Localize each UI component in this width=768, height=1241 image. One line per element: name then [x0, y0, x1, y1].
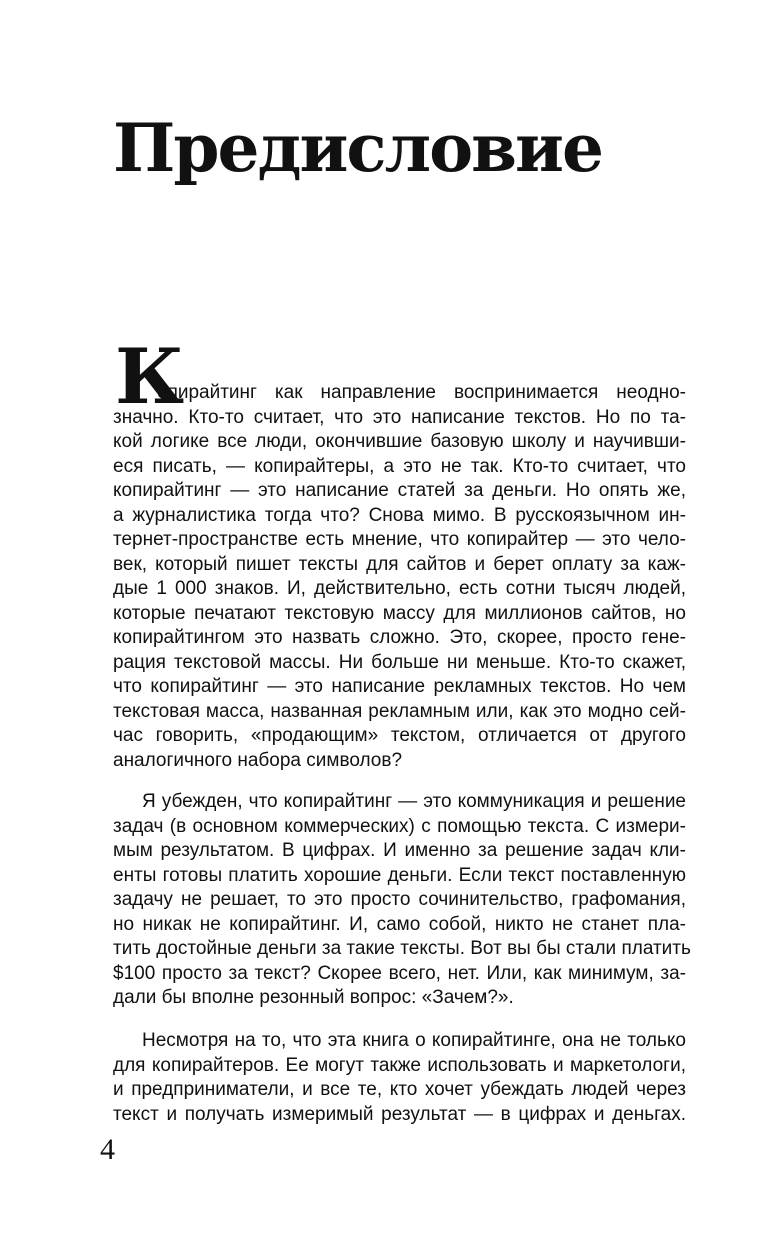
- drop-cap: К: [115, 332, 185, 421]
- text-line: текстовая масса, названная рекламным или, как это модно сей-: [113, 700, 686, 722]
- text-line: дали бы вполне резонный вопрос: «Зачем?».: [113, 987, 514, 1008]
- text-line: а журналистика тогда что? Снова мимо. В русскоязычном ин-: [113, 504, 686, 526]
- text-line: Я убежден, что копирайтинг — это коммуникация и решение: [142, 791, 686, 812]
- text-line: мым результатом. В цифрах. И именно за решение задач кли-: [113, 840, 686, 861]
- paragraph-1: [113, 332, 686, 773]
- chapter-title: Предисловие: [113, 109, 602, 187]
- text-line: еся писать, — копирайтеры, а это не так. Кто-то считает, что: [113, 455, 686, 477]
- text-line: рация текстовой массы. Ни больше ни меньше. Кто-то скажет,: [113, 651, 686, 673]
- text-line: задачу не решает, то это просто сочинительство, графомания,: [113, 889, 686, 910]
- text-line: час говорить, «продающим» текстом, отличается от другого: [113, 725, 686, 746]
- text-line: текст и получать измеримый результат — в цифрах и деньгах.: [113, 1103, 686, 1125]
- page-number: 4: [100, 1133, 115, 1166]
- text-line: что копирайтинг — это написание рекламных текстов. Но чем: [113, 676, 686, 697]
- text-line: которые печатают текстовую массу для миллионов сайтов, но: [113, 602, 686, 624]
- text-line: для копирайтеров. Ее могут также использовать и маркетологи,: [113, 1054, 686, 1076]
- paragraph-3: [113, 1029, 686, 1127]
- text-line: тернет-пространстве есть мнение, что копирайтер — это чело-: [113, 529, 686, 550]
- text-line: тить достойные деньги за такие тексты. Вот вы бы стали платить: [113, 938, 691, 959]
- text-line: Несмотря на то, что эта книга о копирайтинге, она не только: [142, 1030, 686, 1051]
- text-line: енты готовы платить хорошие деньги. Если текст поставленную: [113, 864, 686, 886]
- text-line: кой логике все люди, окончившие базовую школу и научивши-: [113, 431, 686, 452]
- text-line: век, который пишет тексты для сайтов и берет оплату за каж-: [113, 553, 686, 575]
- text-line: $100 просто за текст? Скорее всего, нет. Или, как минимум, за-: [113, 962, 686, 984]
- text-line: опирайтинг как направление воспринимается неодно-: [157, 382, 686, 403]
- text-line: значно. Кто-то считает, что это написание текстов. Но по та-: [113, 406, 686, 428]
- text-line: дые 1 000 знаков. И, действительно, есть сотни тысяч людей,: [113, 578, 686, 599]
- text-line: копирайтинг — это написание статей за деньги. Но опять же,: [113, 480, 686, 501]
- text-line: аналогичного набора символов?: [113, 749, 403, 771]
- text-line: копирайтингом это назвать сложно. Это, скорее, просто гене-: [113, 627, 686, 648]
- text-line: задач (в основном коммерческих) с помощью текста. С измери-: [113, 815, 686, 837]
- text-line: но никак не копирайтинг. И, само собой, никто не станет пла-: [113, 913, 686, 935]
- text-line: и предприниматели, и все те, кто хочет убеждать людей через: [113, 1079, 686, 1100]
- paragraph-2: [113, 790, 691, 1011]
